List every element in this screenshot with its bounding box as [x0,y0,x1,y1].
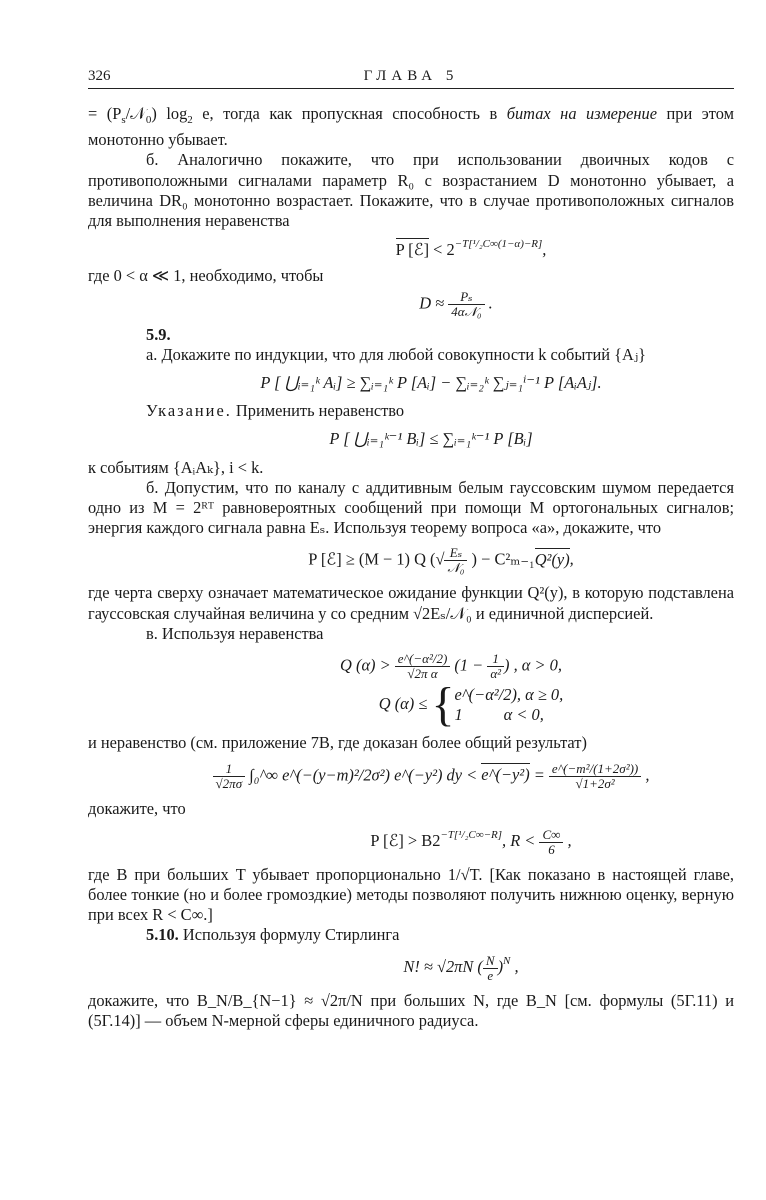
denominator: 6 [539,842,563,857]
paragraph-b-decrease: где B при больших T убывает пропорционально 1/√T. [Как показано в настоящей главе, более тонкие (но и более громоздкие) методы позволяют получить нижнюю оценку, верную при всех R < C∞.] [88,864,734,925]
formula-union-lower-bound: P [ ⋃ᵢ₌₁ᵏ Aᵢ] ≥ ∑ᵢ₌₁ᵏ P [Aᵢ] − ∑ᵢ₌₂ᵏ ∑ⱼ₌₁ⁱ⁻¹ P [AᵢAⱼ]. [260,373,602,393]
denominator: √2π α [395,666,451,681]
formula-text: , [569,549,574,569]
formula-text: Q (α) > [340,655,395,675]
case-row: e^(−α²/2), α ≥ 0, [454,685,564,705]
text-frag: Используя формулу Стирлинга [178,925,400,945]
fraction [213,762,246,791]
numerator: N [485,953,495,969]
text-frag: s [121,114,126,126]
formula-exponent: −T[¹/₂C∞−R] [440,828,502,841]
paragraph-capacity [88,104,734,150]
formula-text: = [529,764,549,784]
denominator: √1+2σ² [549,776,641,791]
page-header [88,66,734,89]
denominator: e [483,968,498,983]
text-frag: Применить неравенство [231,401,405,421]
fraction [487,652,504,681]
formula-text: ) [497,957,504,977]
formula-text: , [510,957,519,977]
numerator: 1 [225,760,233,776]
numerator: e^(−m²/(1+2σ²)) [551,760,639,776]
fraction [539,828,563,857]
paragraph-prove: докажите, что [88,798,186,818]
paragraph-5-10 [88,925,734,945]
fraction [444,546,467,575]
formula-text: , R < [502,830,540,850]
formula-q-upper [208,678,734,732]
page-number: 326 [88,68,111,84]
numerator: 1 [492,651,499,667]
text-frag: ) log [151,104,188,123]
formula-text: P [ℰ] ≥ (M − 1) Q (√ [308,549,445,569]
paragraph-b-binary: б. Аналогично покажите, что при использовании двоичных кодов с противоположными сигналами параметр R₀ с возрастанием D монотонно убывает, а величина DR₀ монотонно возрастает. Покажите, что в случае противоположных сигналов для выполнения неравенства [88,150,734,231]
formula-exponent: −T[¹/₂C∞(1−α)−R] [454,238,543,251]
denominator: √2πσ [213,776,246,791]
paragraph-c-inequalities: в. Используя неравенства [146,623,324,643]
paragraph-a-induction: а. Докажите по индукции, что для любой совокупности k событий {Aⱼ} [146,344,647,364]
formula-text: N! ≈ √2πN ( [403,957,483,977]
chapter-title: ГЛАВА 5 [363,68,459,84]
fraction [395,652,451,681]
paragraph-b-awgn: б. Допустим, что по каналу с аддитивным белым гауссовским шумом передается одно из M = 2ᴿᵀ равновероятных сообщений при помощи M ортогональных сигналов; энергия каждого сигнала равна Eₛ. Используя теорему вопроса «а», докажите, что [88,477,734,538]
text-frag: 2 [187,114,193,126]
formula-error-lower [148,546,734,575]
numerator: C∞ [542,826,561,842]
page-content [88,104,734,1032]
text-frag: при этом монотонно убывает. [88,104,734,150]
formula-overline: Q²(y) [534,549,570,569]
text-frag: 0 [145,114,152,126]
denominator: 4α𝒩₀ [448,304,484,319]
numerator: e^(−α²/2) [397,651,448,667]
denominator: 𝒩₀ [444,560,467,575]
fraction [549,762,641,791]
hint-label: Указание. [146,401,232,421]
formula-overline: e^(−y²) [481,764,530,784]
formula-text: D ≈ [419,292,449,312]
fraction [448,290,484,319]
cases-block [454,685,563,725]
paragraph-condition: где 0 < α ≪ 1, необходимо, чтобы [88,266,324,286]
paragraph-events: к событиям {AᵢAₖ}, i < k. [88,457,264,477]
numerator: Eₛ [449,545,463,561]
denominator: α² [487,666,504,681]
formula-text: , [563,830,572,850]
brace-symbol: { [431,678,455,732]
formula-error-bound [208,234,734,260]
formula-d-approx [178,290,734,319]
section-5-10: 5.10. [146,925,179,945]
paragraph-appendix: и неравенство (см. приложение 7В, где доказан более общий результат) [88,733,587,753]
formula-text: . [484,292,493,312]
formula-exponent: N [503,955,511,968]
paragraph-hint [88,401,734,421]
formula-q-lower [168,652,734,681]
formula-lhs: P [ℰ] [395,240,430,260]
formula-stirling [188,951,734,983]
paragraph-expectation: где черта сверху означает математическое ожидание функции Q²(y), в которую подставлена гауссовская случайная величина y со средним √2Eₛ/𝒩₀ и единичной дисперсией. [88,583,734,623]
paragraph-sphere-volume: докажите, что B_N/B_{N−1} ≈ √2π/N при больших N, где B_N [см. формулы (5Г.11) и (5Г.14)] — объем N-мерной сферы единичного радиуса. [88,991,734,1031]
numerator: Pₛ [460,288,473,304]
section-5-9: 5.9. [146,324,171,344]
fraction [483,954,498,983]
formula-text: , [542,240,547,260]
text-frag: = (P [88,104,122,123]
emphasis-text: битах на измерение [506,104,657,123]
formula-integral [128,762,734,791]
formula-text: ) , α > 0, [504,655,562,675]
formula-union-upper-bound: P [ ⋃ᵢ₌₁ᵏ⁻¹ Bᵢ] ≤ ∑ᵢ₌₁ᵏ⁻¹ P [Bᵢ] [329,429,533,449]
text-frag: /𝒩 [125,104,146,123]
formula-text: P [ℰ] > B2 [370,830,441,850]
formula-text: ) − C²ₘ₋₁ [467,549,535,569]
formula-text: (1 − [450,655,488,675]
formula-text: , [641,764,650,784]
formula-text: ∫₀^∞ e^(−(y−m)²/2σ²) e^(−y²) dy < [245,764,482,784]
text-frag: e, тогда как пропускная способность в [192,104,507,123]
formula-final-bound [208,825,734,857]
formula-text: < 2 [429,240,455,260]
case-row: 1 α < 0, [454,705,544,725]
formula-text: Q (α) ≤ [378,694,432,714]
